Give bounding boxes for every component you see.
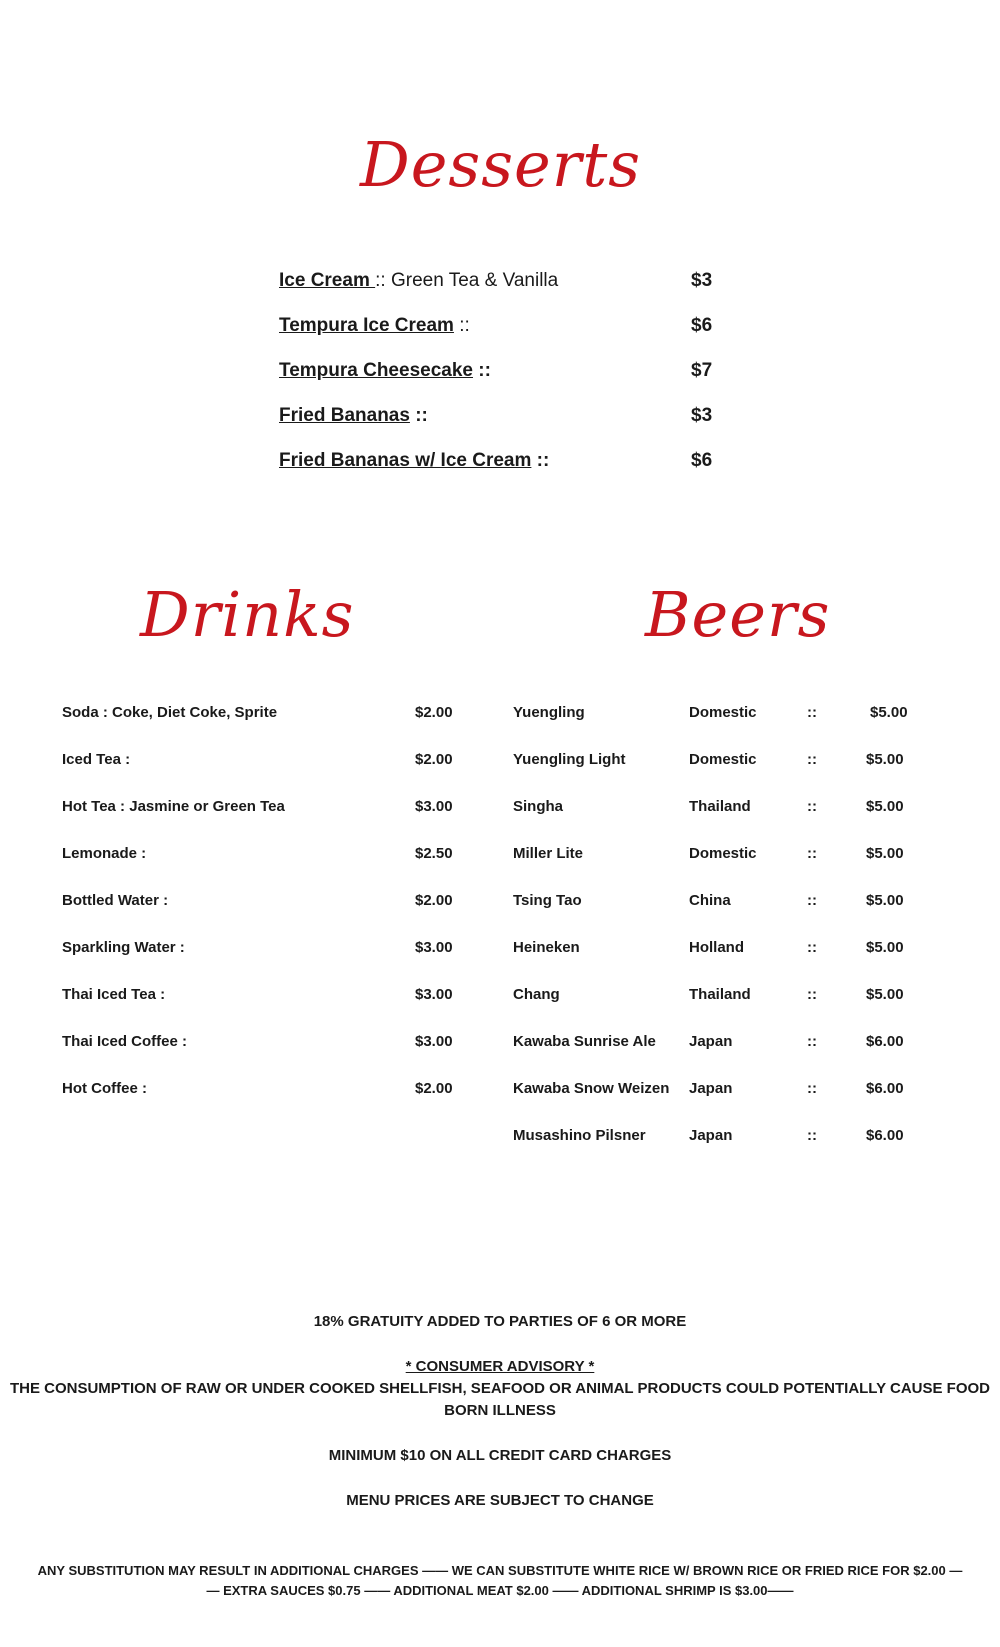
beer-price: $5.00 (866, 939, 904, 956)
beer-name: Tsing Tao (513, 892, 582, 909)
beer-name: Yuengling Light (513, 751, 626, 768)
beer-separator: :: (807, 939, 817, 956)
beer-price: $5.00 (866, 892, 904, 909)
beer-origin: Thailand (689, 798, 751, 815)
beer-origin: Japan (689, 1127, 733, 1144)
drink-name: Thai Iced Tea : (62, 986, 166, 1003)
beer-item (513, 798, 913, 820)
beer-separator: :: (807, 1080, 817, 1097)
drink-item (62, 1033, 462, 1055)
beer-name: Heineken (513, 939, 580, 956)
beer-separator: :: (807, 892, 817, 909)
drink-name: Thai Iced Coffee : (62, 1033, 188, 1050)
drink-item (62, 1080, 462, 1102)
dessert-name: Fried Bananas (279, 405, 410, 426)
drink-price: $3.00 (415, 798, 453, 815)
beer-price: $6.00 (866, 1127, 904, 1144)
price-change-notice: MENU PRICES ARE SUBJECT TO CHANGE (346, 1492, 654, 1509)
substitution-notice-continued: — EXTRA SAUCES $0.75 —— ADDITIONAL MEAT $2.00 —— ADDITIONAL SHRIMP IS $3.00—— (206, 1583, 794, 1598)
beer-item (513, 1127, 913, 1149)
dessert-name: Tempura Ice Cream (279, 315, 454, 336)
drink-name: Hot Tea : Jasmine or Green Tea (62, 798, 285, 815)
consumer-advisory-text-continued: BORN ILLNESS (444, 1402, 556, 1419)
drink-name: Lemonade : (62, 845, 147, 862)
dessert-name: Tempura Cheesecake (279, 360, 473, 381)
drinks-heading: Drinks (140, 578, 355, 651)
dessert-separator: :: (375, 270, 391, 291)
dessert-item (279, 405, 749, 435)
beer-separator: :: (807, 704, 817, 721)
beer-item (513, 939, 913, 961)
beer-separator: :: (807, 986, 817, 1003)
drink-price: $3.00 (415, 986, 453, 1003)
dessert-price: $6 (691, 315, 713, 336)
substitution-notice: ANY SUBSTITUTION MAY RESULT IN ADDITIONAL CHARGES —— WE CAN SUBSTITUTE WHITE RICE W/ BROWN RICE OR FRIED RICE FOR $2.00 — (37, 1563, 963, 1578)
dessert-price: $6 (691, 450, 713, 471)
beer-item (513, 845, 913, 867)
gratuity-notice: 18% GRATUITY ADDED TO PARTIES OF 6 OR MORE (313, 1313, 687, 1330)
beer-price: $5.00 (866, 986, 904, 1003)
drink-item (62, 939, 462, 961)
dessert-item (279, 360, 749, 390)
dessert-separator: :: (472, 360, 491, 381)
beer-name: Singha (513, 798, 564, 815)
consumer-advisory-title: * CONSUMER ADVISORY * (405, 1358, 595, 1375)
beer-name: Musashino Pilsner (513, 1127, 646, 1144)
dessert-description: Green Tea & Vanilla (390, 270, 559, 291)
beer-price: $6.00 (866, 1033, 904, 1050)
beer-item (513, 1033, 913, 1055)
beer-origin: Japan (689, 1080, 733, 1097)
drink-price: $3.00 (415, 1033, 453, 1050)
beer-item (513, 892, 913, 914)
drink-name: Hot Coffee : (62, 1080, 147, 1097)
drink-item (62, 798, 462, 820)
dessert-price: $3 (691, 270, 713, 291)
drink-name: Iced Tea : (62, 751, 131, 768)
beer-origin: Holland (689, 939, 744, 956)
beer-origin: Domestic (689, 845, 757, 862)
beer-name: Miller Lite (513, 845, 584, 862)
drink-name: Bottled Water : (62, 892, 169, 909)
beer-separator: :: (807, 845, 817, 862)
beer-price: $6.00 (866, 1080, 904, 1097)
beer-separator: :: (807, 798, 817, 815)
beer-separator: :: (807, 1127, 817, 1144)
dessert-separator: :: (531, 450, 550, 471)
consumer-advisory-text: THE CONSUMPTION OF RAW OR UNDER COOKED SHELLFISH, SEAFOOD OR ANIMAL PRODUCTS COULD POTENTIALLY CAUSE FOOD (9, 1380, 991, 1397)
beer-separator: :: (807, 1033, 817, 1050)
drink-price: $2.00 (415, 892, 453, 909)
dessert-name: Fried Bananas w/ Ice Cream (279, 450, 532, 471)
beer-price: $5.00 (866, 845, 904, 862)
drink-name: Soda : Coke, Diet Coke, Sprite (62, 704, 278, 721)
beer-separator: :: (807, 751, 817, 768)
dessert-separator: :: (453, 315, 470, 336)
beer-name: Yuengling (513, 704, 585, 721)
dessert-name: Ice Cream (279, 270, 376, 291)
beers-heading: Beers (645, 578, 831, 651)
beer-price: $5.00 (866, 751, 904, 768)
beer-price: $5.00 (866, 798, 904, 815)
credit-card-notice: MINIMUM $10 ON ALL CREDIT CARD CHARGES (328, 1447, 672, 1464)
beer-item (513, 986, 913, 1008)
drink-item (62, 892, 462, 914)
dessert-item (279, 270, 749, 300)
beer-origin: Thailand (689, 986, 751, 1003)
drink-price: $2.00 (415, 1080, 453, 1097)
drink-item (62, 751, 462, 773)
dessert-item (279, 450, 749, 480)
drink-price: $2.00 (415, 704, 453, 721)
drink-item (62, 845, 462, 867)
drink-item (62, 704, 462, 726)
drink-price: $2.00 (415, 751, 453, 768)
beer-origin: Domestic (689, 704, 757, 721)
beer-item (513, 704, 913, 726)
beer-name: Chang (513, 986, 560, 1003)
drink-price: $3.00 (415, 939, 453, 956)
drink-price: $2.50 (415, 845, 453, 862)
beer-item (513, 751, 913, 773)
beer-name: Kawaba Snow Weizen (513, 1080, 670, 1097)
dessert-price: $7 (691, 360, 713, 381)
beer-price: $5.00 (870, 704, 908, 721)
dessert-price: $3 (691, 405, 713, 426)
beer-origin: China (689, 892, 731, 909)
dessert-separator: :: (409, 405, 428, 426)
beer-origin: Japan (689, 1033, 733, 1050)
drink-item (62, 986, 462, 1008)
beer-name: Kawaba Sunrise Ale (513, 1033, 656, 1050)
dessert-item (279, 315, 749, 345)
desserts-heading: Desserts (360, 128, 642, 201)
beer-item (513, 1080, 913, 1102)
beer-origin: Domestic (689, 751, 757, 768)
drink-name: Sparkling Water : (62, 939, 185, 956)
